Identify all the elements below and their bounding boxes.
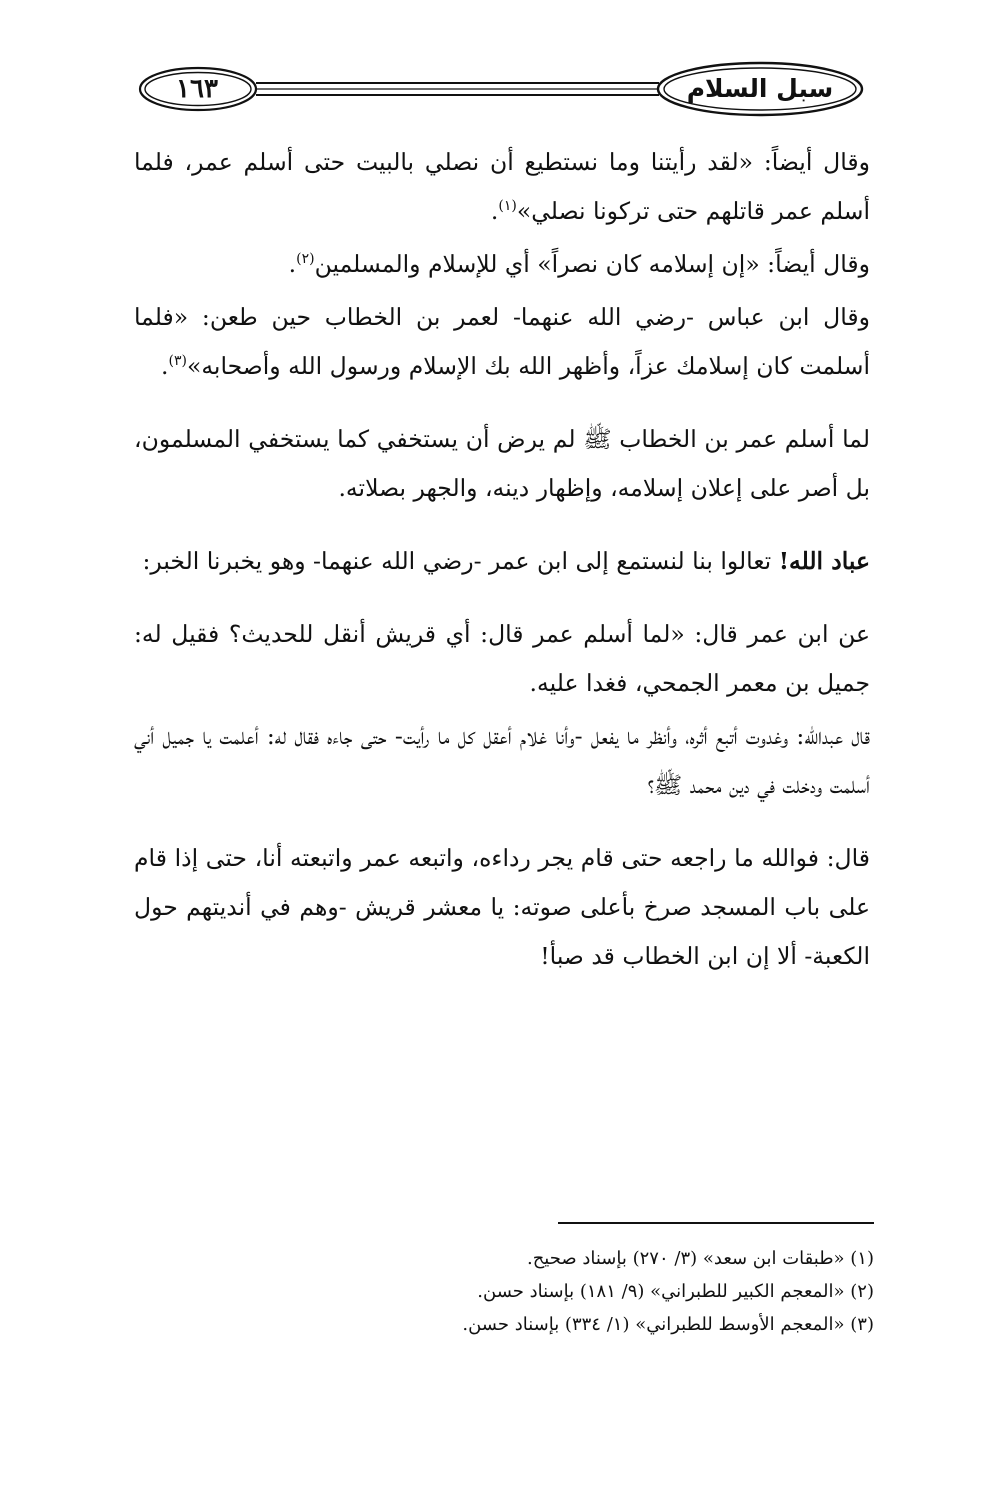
paragraph (134, 537, 870, 586)
footnote-marker: (١) (498, 198, 517, 215)
paragraph-end: . (161, 352, 169, 380)
paragraph (134, 293, 870, 391)
paragraph (134, 610, 870, 708)
footnote: (٣) «المعجم الأوسط للطبراني» (١/ ٣٣٤) بإسناد حسن. (462, 1314, 874, 1335)
book-title: سبل السلام (686, 74, 834, 103)
page-header (130, 58, 870, 120)
page-number: ١٦٣ (176, 74, 218, 104)
footnote: (١) «طبقات ابن سعد» (٣/ ٢٧٠) بإسناد صحيح. (526, 1248, 874, 1269)
footnote: (٢) «المعجم الكبير للطبراني» (٩/ ١٨١) بإسناد حسن. (477, 1281, 874, 1302)
paragraph-end: . (288, 250, 297, 278)
paragraph-text: وقال أيضاً: «إن إسلامه كان نصراً» أي للإسلام والمسلمين (314, 250, 870, 278)
paragraph (134, 834, 870, 981)
paragraph-text: وقال أيضاً: «لقد رأيتنا وما نستطيع أن نصلي بالبيت حتى أسلم عمر، فلما أسلم عمر قاتلهم حتى تركونا نصلي» (134, 148, 870, 225)
page-content (134, 138, 870, 995)
paragraph-text: وقال ابن عباس -رضي الله عنهما- لعمر بن الخطاب حين طعن: «فلما أسلمت كان إسلامك عزاً، وأظهر الله بك الإسلام ورسول الله وأصحابه» (134, 303, 870, 380)
footnote-marker: (٢) (296, 251, 315, 268)
paragraph (134, 712, 870, 810)
paragraph-text: تعالوا بنا لنستمع إلى ابن عمر -رضي الله عنهما- وهو يخبرنا الخبر: (142, 547, 779, 575)
paragraph (134, 240, 870, 289)
paragraph-text: قال عبدالله: وغدوت أتبع أثره، وأنظر ما يفعل -وأنا غلام أعقل كل ما رأيت- حتى جاءه فقال له: أعلمت يا جميل أني أسلمت ودخلت في دين محمد ﷺ؟ (134, 722, 870, 799)
paragraph-lead: عباد الله! (778, 547, 870, 575)
footnote-marker: (٣) (168, 353, 187, 370)
paragraph (134, 415, 870, 513)
paragraph-text: قال: فوالله ما راجعه حتى قام يجر رداءه، واتبعه عمر واتبعته أنا، حتى إذا قام على باب المسجد صرخ بأعلى صوته: يا معشر قريش -وهم في أنديتهم حول الكعبة- ألا إن ابن الخطاب قد صبأ! (134, 844, 870, 970)
paragraph-end: . (490, 197, 499, 225)
footnotes (134, 1242, 874, 1341)
footnote-divider (558, 1222, 874, 1224)
paragraph-text: لما أسلم عمر بن الخطاب ﷺ لم يرض أن يستخفي كما يستخفي المسلمون، بل أصر على إعلان إسلامه، وإظهار دينه، والجهر بصلاته. (134, 425, 870, 502)
paragraph (134, 138, 870, 236)
paragraph-text: عن ابن عمر قال: «لما أسلم عمر قال: أي قريش أنقل للحديث؟ فقيل له: جميل بن معمر الجمحي، فغدا عليه. (134, 620, 870, 697)
